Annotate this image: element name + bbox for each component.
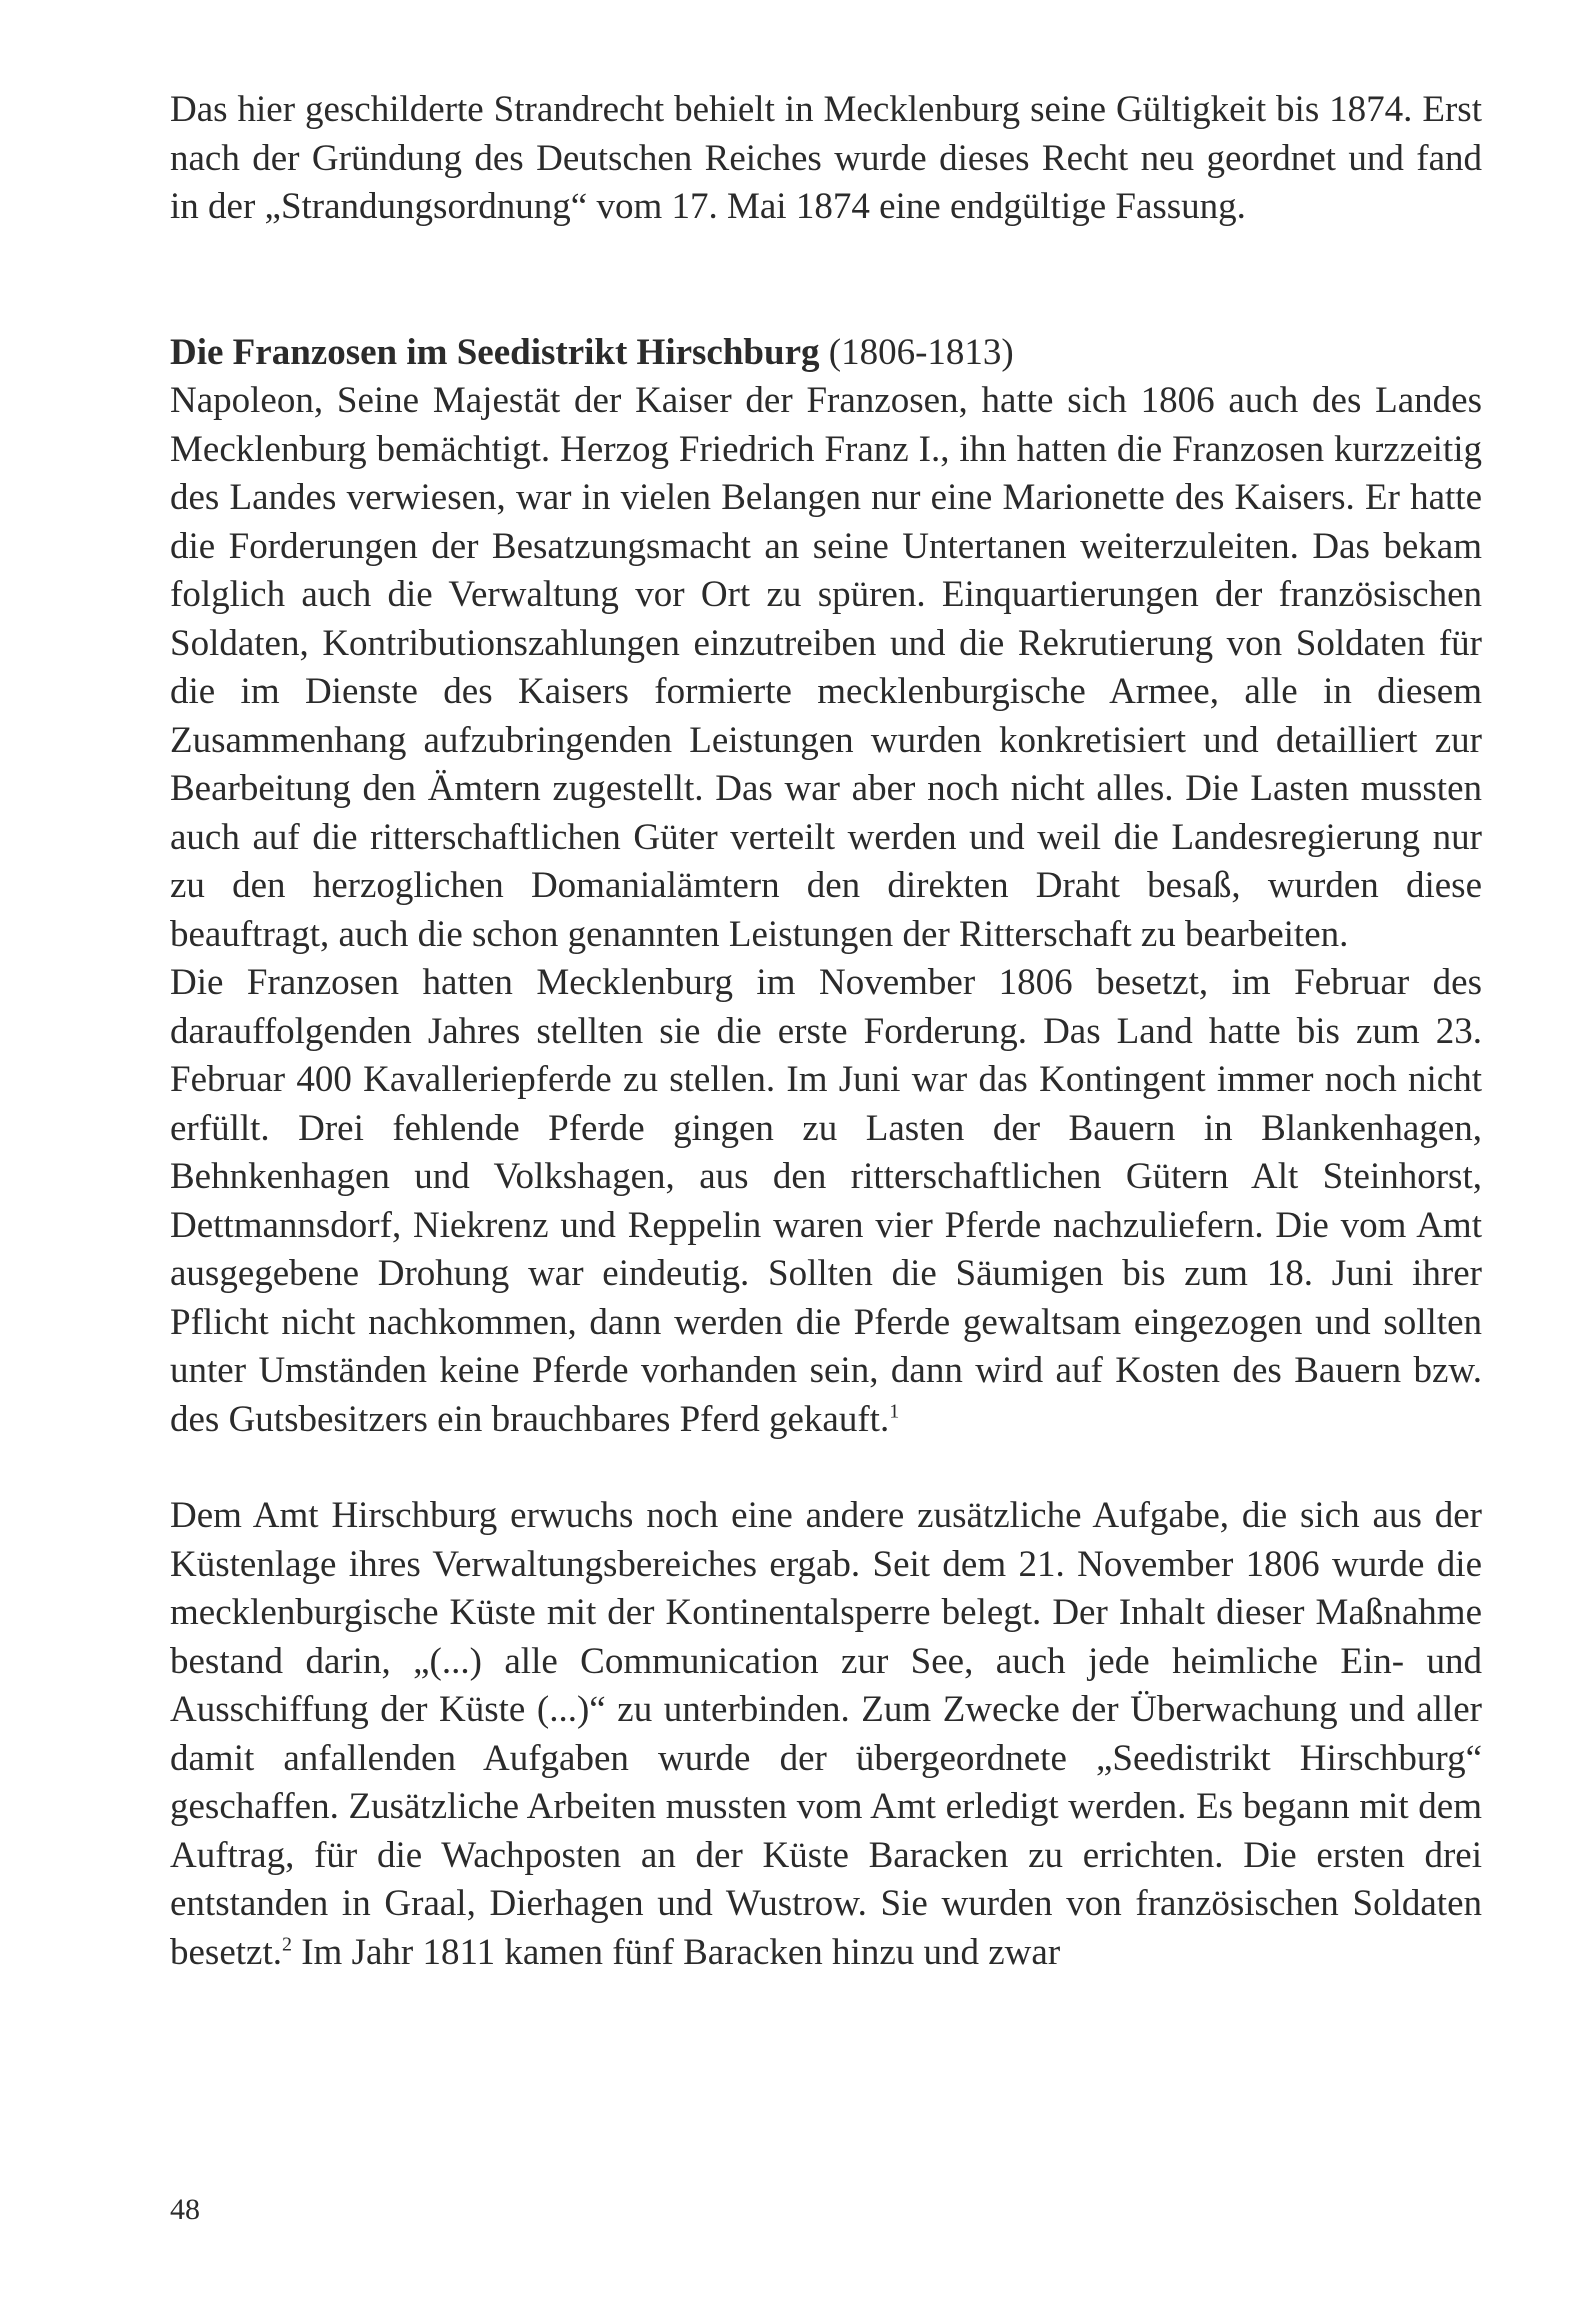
section-heading-title: Die Franzosen im Seedistrikt Hirschburg [170, 331, 820, 373]
footnote-marker-1: 1 [889, 1400, 900, 1423]
paragraph-horses-text: Die Franzosen hatten Mecklenburg im November 1806 besetzt, im Februar des darauffolgenden Jahres stellten sie die erste Forderung. Das Land hatte bis zum 23. Februar 400 Kavalleriepferde zu stellen. Im Juni war das Kontingent immer noch nicht erfüllt. Drei fehlende Pferde gingen zu Lasten der Bauern in Blankenhagen, Behnkenhagen und Volkshagen, aus den ritterschaftlichen Gütern Alt Steinhorst, Dettmannsdorf, Niekrenz und Reppelin waren vier Pferde nachzuliefern. Die vom Amt ausgegebene Drohung war eindeutig. Sollten die Säumigen bis zum 18. Juni ihrer Pflicht nicht nachkommen, dann werden die Pferde gewaltsam eingezogen und sollten unter Umständen keine Pferde vorhanden sein, dann wird auf Kosten des Bauern bzw. des Gutsbesitzers ein brauchbares Pferd gekauft. [170, 962, 1482, 1440]
paragraph-coast-continuation: Im Jahr 1811 kamen fünf Baracken hinzu und zwar [291, 1931, 1061, 1973]
paragraph-horses [170, 959, 1482, 1444]
intro-paragraph: Das hier geschilderte Strandrecht behielt in Mecklenburg seine Gültigkeit bis 1874. Erst nach der Gründung des Deutschen Reiches wurde dieses Recht neu geordnet und fand in der „Strandungsordnung“ vom 17. Mai 1874 eine endgültige Fassung. [170, 89, 1482, 227]
paragraph-spacer [170, 1444, 1482, 1492]
page-body [170, 86, 1482, 1977]
page-number: 48 [170, 2193, 200, 2226]
section-heading-years: (1806-1813) [828, 331, 1014, 373]
footnote-marker-2: 2 [281, 1933, 292, 1956]
section-heading [170, 329, 1482, 378]
paragraph-coast-text: Dem Amt Hirschburg erwuchs noch eine andere zusätzliche Aufgabe, die sich aus der Küstenlage ihres Verwaltungsbereiches ergab. Seit dem 21. November 1806 wurde die mecklenburgische Küste mit der Kontinentalsperre belegt. Der Inhalt dieser Maßnahme bestand darin, „(...) alle Communication zur See, auch jede heimliche Ein- und Ausschiffung der Küste (...)“ zu unterbinden. Zum Zwecke der Überwachung und aller damit anfallenden Aufgaben wurde der übergeordnete „Seedistrikt Hirschburg“ geschaffen. Zusätzliche Arbeiten mussten vom Amt erledigt werden. Es begann mit dem Auftrag, für die Wachposten an der Küste Baracken zu errichten. Die ersten drei entstanden in Graal, Dierhagen und Wustrow. Sie wurden von französischen Soldaten besetzt. [170, 1495, 1482, 1973]
paragraph-napoleon: Napoleon, Seine Majestät der Kaiser der Franzosen, hatte sich 1806 auch des Landes Mecklenburg bemächtigt. Herzog Friedrich Franz I., ihn hatten die Franzosen kurzzeitig des Landes verwiesen, war in vielen Belangen nur eine Marionette des Kaisers. Er hatte die Forderungen der Besatzungsmacht an seine Untertanen weiterzuleiten. Das bekam folglich auch die Verwaltung vor Ort zu spüren. Einquartierungen der französischen Soldaten, Kontributionszahlungen einzutreiben und die Rekrutierung von Soldaten für die im Dienste des Kaisers formierte mecklenburgische Armee, alle in diesem Zusammenhang aufzubringenden Leistungen wurden konkretisiert und detailliert zur Bearbeitung den Ämtern zugestellt. Das war aber noch nicht alles. Die Lasten mussten auch auf die ritterschaftlichen Güter verteilt werden und weil die Landesregierung nur zu den herzoglichen Domanialämtern den direkten Draht besaß, wurden diese beauftragt, auch die schon genannten Leistungen der Ritterschaft zu bearbeiten. [170, 380, 1482, 955]
paragraph-coast [170, 1492, 1482, 1977]
